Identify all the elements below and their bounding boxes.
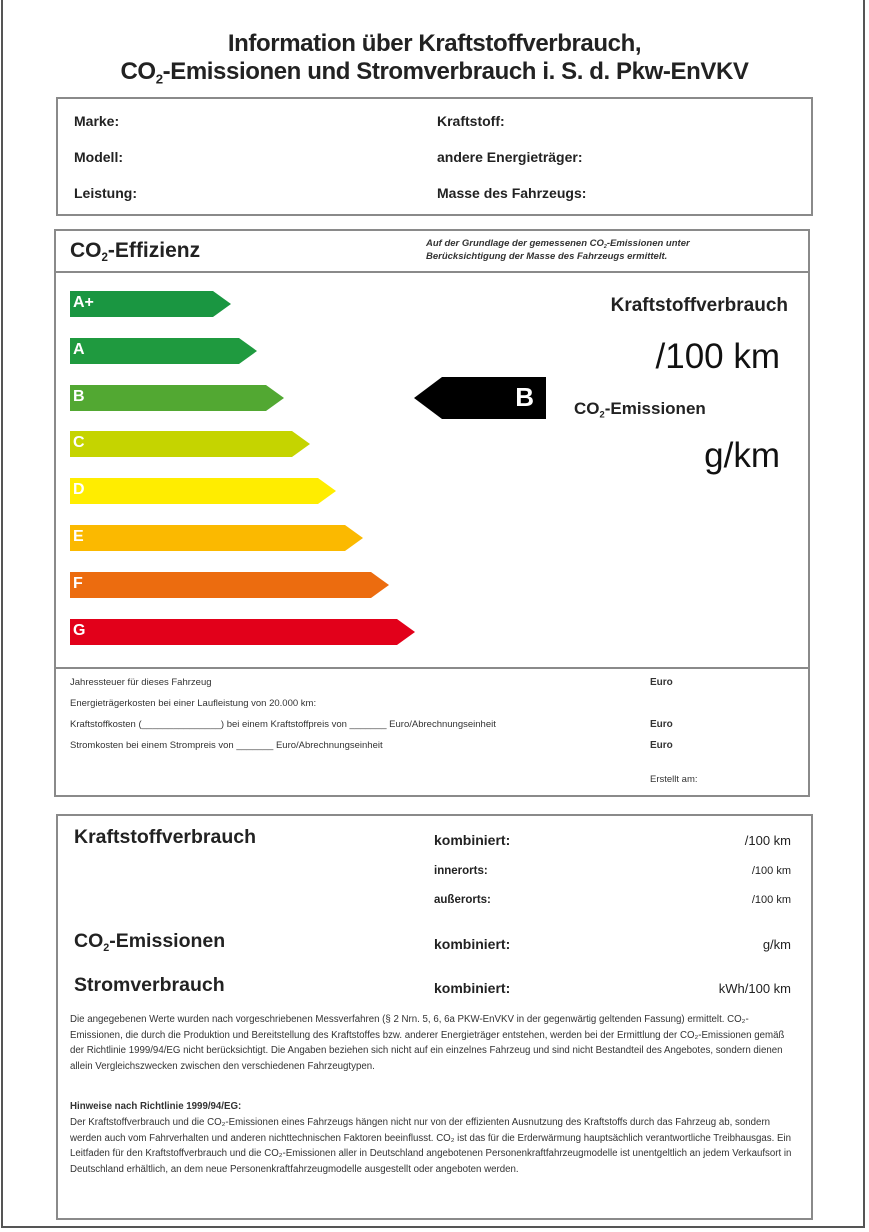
eff-sub: 2 [101, 252, 108, 265]
power-label: Leistung: [74, 185, 137, 201]
energy-costs-label: Energieträgerkosten bei einer Laufleistung von 20.000 km: [70, 698, 317, 709]
efficiency-class-shape [70, 525, 363, 551]
efficiency-class-shape [70, 431, 310, 457]
efficiency-class-bar [70, 338, 257, 364]
efficiency-class-shape [70, 478, 336, 504]
note-suf: -Emissionen unter [606, 238, 690, 249]
arrow-right-icon [70, 478, 336, 504]
efficiency-box [54, 229, 810, 797]
efficiency-note-line1 [426, 237, 806, 250]
efficiency-class-shape [70, 619, 415, 645]
efficiency-class-label: E [73, 528, 84, 545]
arrow-right-icon [70, 385, 284, 411]
co2h-suf: -Emissionen [109, 930, 226, 952]
efficiency-class-bar [70, 385, 284, 411]
efficiency-class-bar [70, 478, 336, 504]
arrow-right-icon [70, 291, 231, 317]
efficiency-class-label: B [73, 388, 85, 405]
note-sub: 2 [603, 243, 607, 250]
co2h-sub: 2 [103, 941, 110, 954]
consumption-box [56, 814, 813, 1220]
fuel-consumption-heading: Kraftstoffverbrauch [74, 826, 257, 848]
arrow-right-icon [70, 572, 389, 598]
annual-tax-currency: Euro [650, 677, 673, 688]
fuel-consumption-unit: /100 km [655, 337, 780, 376]
directive-text: Der Kraftstoffverbrauch und die CO₂-Emissionen eines Fahrzeugs hängen nicht nur von der effizienten Ausnutzung des Kraftstoffs durch das Fahrzeug ab, sondern werden auch vom Fahrverhalten und anderen nichttechnischen Faktoren beeinflusst. CO₂ ist das für die Erderwärmung hauptsächlich verantwortliche Treibhausgas. Ein Leitfaden für den Kraftstoffverbrauch und die CO₂-Emissionen aller in Deutschland angebotenen Personenkraftfahrzeugmodelle ist unentgeltlich an jedem Verkaufsort in Deutschland erhältlich, an dem neue Personenkraftfahrzeugmodelle ausgestellt oder angeboten werden. [70, 1117, 792, 1175]
efficiency-heading [70, 239, 200, 263]
co2-suf: -Emissionen [604, 399, 706, 418]
efficiency-class-label: A+ [73, 294, 94, 311]
co2-sub: 2 [599, 409, 605, 420]
document-title-line2 [0, 58, 869, 86]
annual-tax-label: Jahressteuer für dieses Fahrzeug [70, 677, 212, 688]
efficiency-class-shape [70, 338, 257, 364]
title-rest: -Emissionen und Stromverbrauch i. S. d. Pkw-EnVKV [162, 58, 749, 85]
created-date-label: Erstellt am: [650, 774, 698, 785]
directive-heading: Hinweise nach Richtlinie 1999/94/EG: [70, 1101, 242, 1112]
combined-fuel-unit: /100 km [744, 833, 791, 848]
eff-rest: -Effizienz [107, 239, 201, 262]
current-class-marker [414, 377, 546, 419]
efficiency-class-shape [70, 385, 284, 411]
co2-emissions-label [574, 399, 706, 419]
combined-fuel-label: kombiniert: [434, 832, 511, 848]
arrow-right-icon [70, 338, 257, 364]
efficiency-class-bar [70, 572, 389, 598]
combined-power-label: kombiniert: [434, 980, 511, 996]
electricity-costs-label: Stromkosten bei einem Strompreis von _______ Euro/Abrechnungseinheit [70, 740, 383, 751]
efficiency-class-label: F [73, 575, 83, 592]
efficiency-note [426, 237, 806, 263]
current-class-label: B [515, 382, 534, 412]
document-title-line1: Information über Kraftstoffverbrauch, [227, 30, 642, 57]
efficiency-class-label: D [73, 481, 85, 498]
mass-label: Masse des Fahrzeugs: [437, 185, 587, 201]
costs-divider [56, 667, 808, 669]
co2h-pre: CO [74, 930, 104, 952]
co2-emissions-unit: g/km [704, 436, 780, 475]
efficiency-class-shape [70, 572, 389, 598]
efficiency-class-bar [70, 291, 231, 317]
fuel-label: Kraftstoff: [437, 113, 505, 129]
model-label: Modell: [74, 149, 123, 165]
extra-urban-fuel-label: außerorts: [434, 894, 491, 906]
fuel-costs-label: Kraftstoffkosten (_______________) bei einem Kraftstoffpreis von _______ Euro/Abrechnungseinheit [70, 719, 496, 730]
arrow-right-icon [70, 525, 363, 551]
power-consumption-heading: Stromverbrauch [74, 974, 225, 996]
title-sub: 2 [155, 71, 163, 87]
efficiency-class-bar [70, 431, 310, 457]
header-divider [56, 271, 808, 273]
vehicle-info-box [56, 97, 813, 216]
title-co: CO [120, 58, 156, 85]
combined-power-unit: kWh/100 km [718, 981, 791, 996]
combined-co2-unit: g/km [762, 937, 791, 952]
brand-label: Marke: [74, 113, 120, 129]
extra-urban-fuel-unit: /100 km [751, 894, 791, 906]
efficiency-class-bar [70, 619, 415, 645]
combined-co2-label: kombiniert: [434, 936, 511, 952]
urban-fuel-label: innerorts: [434, 865, 488, 877]
measurement-disclaimer: Die angegebenen Werte wurden nach vorgeschriebenen Messverfahren (§ 2 Nrn. 5, 6, 6a PKW-EnVKV in der gegenwärtig geltenden Fassung) ermittelt. CO₂-Emissionen, die durch die Produktion und Bereitstellung des Kraftstoffes bzw. anderer Energieträger entstehen, werden bei der Ermittlung der CO₂-Emissionen gemäß der Richtlinie 1999/94/EG nicht berücksichtigt. Die Angaben beziehen sich nicht auf ein einzelnes Fahrzeug und sind nicht Bestandteil des Angebotes, sondern dienen allein Vergleichszwecken zwischen den verschiedenen Fahrzeugtypen. [70, 1014, 785, 1072]
eff-co: CO [70, 239, 102, 262]
efficiency-class-bar [70, 525, 363, 551]
arrow-right-icon [70, 431, 310, 457]
note-pre: Auf der Grundlage der gemessenen CO [426, 238, 604, 249]
efficiency-note-line2: Berücksichtigung der Masse des Fahrzeugs ermittelt. [426, 251, 668, 262]
co2-pre: CO [574, 399, 600, 418]
efficiency-class-label: C [73, 434, 85, 451]
fuel-costs-currency: Euro [650, 719, 673, 730]
arrow-right-icon [70, 619, 415, 645]
efficiency-class-shape [70, 291, 231, 317]
urban-fuel-unit: /100 km [751, 865, 791, 877]
other-energy-label: andere Energieträger: [437, 149, 583, 165]
electricity-costs-currency: Euro [650, 740, 673, 751]
co2-emissions-heading [74, 930, 225, 953]
efficiency-class-label: A [73, 341, 85, 358]
fuel-consumption-label: Kraftstoffverbrauch [610, 295, 788, 316]
efficiency-class-label: G [73, 622, 86, 639]
